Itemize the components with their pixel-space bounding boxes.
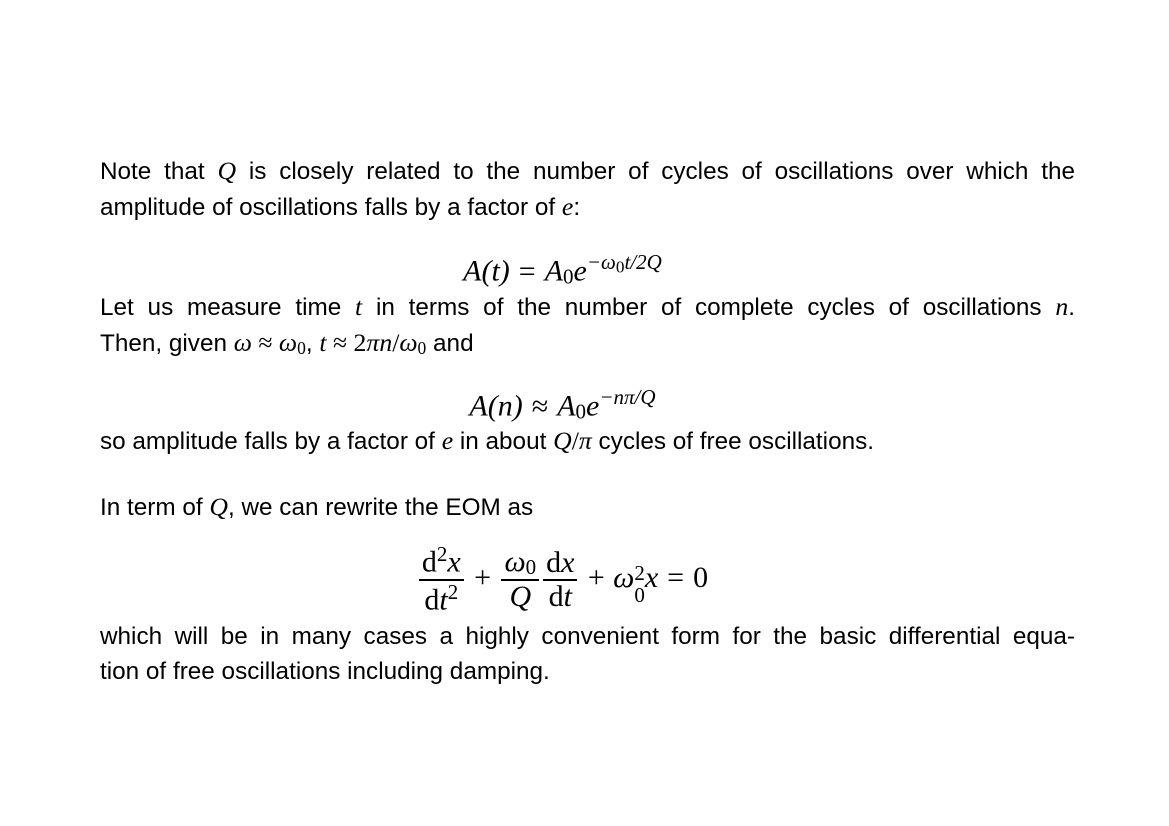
- math-number: 2: [353, 328, 367, 357]
- text-segment: which will be in many cases a highly convenient form for the basic differential equa-: [100, 623, 1075, 650]
- text-line: [100, 654, 1075, 689]
- fraction-numerator: [543, 547, 577, 581]
- paragraph-4: [100, 489, 1075, 525]
- text-segment: in terms of the number of complete cycles of oscillations: [362, 294, 1056, 321]
- fraction-denominator: [546, 581, 575, 613]
- math-symbol-e: e: [561, 192, 574, 221]
- equals-sign: =: [667, 560, 685, 594]
- text-line: [100, 325, 1075, 366]
- math-symbol-x: x: [644, 560, 659, 594]
- fraction: [543, 547, 577, 614]
- equals-sign: =: [518, 254, 536, 288]
- text-segment: Note that: [100, 158, 218, 185]
- equation-eom: [75, 543, 1050, 617]
- fraction-numerator: [501, 546, 539, 581]
- paragraph-5: [100, 619, 1075, 689]
- text-segment: In term of: [100, 494, 210, 521]
- approx-sign: ≈: [531, 389, 549, 423]
- math-d: d: [546, 545, 562, 579]
- math-d: d: [421, 545, 437, 579]
- math-symbol-omega: ω: [399, 328, 418, 357]
- text-segment: is closely related to the number of cycles of oscillations over which the: [236, 158, 1075, 185]
- paragraph-1: [100, 153, 1075, 225]
- superscript: 2: [447, 579, 459, 604]
- math-number: 0: [693, 560, 709, 594]
- approx-sign: ≈: [326, 328, 354, 357]
- sub-sup-stack: [634, 563, 645, 606]
- math-symbol-omega: ω: [613, 560, 635, 594]
- fraction-numerator: [419, 543, 464, 581]
- math-lhs: A(n): [469, 389, 523, 423]
- fraction: [501, 546, 539, 613]
- text-segment: ,: [305, 330, 320, 357]
- math-d: d: [424, 583, 440, 617]
- text-segment: .: [1068, 294, 1075, 321]
- math-symbol-t: t: [319, 328, 327, 357]
- math-symbol-a: A: [557, 389, 576, 423]
- math-symbol-e: e: [441, 426, 454, 455]
- subscript: 0: [615, 257, 625, 277]
- math-symbol-q: Q: [217, 156, 237, 185]
- text-line: [100, 153, 1075, 189]
- superscript: 2: [436, 542, 448, 566]
- fraction-denominator: [506, 581, 534, 613]
- text-line: [100, 189, 1075, 225]
- superscript: [599, 385, 655, 409]
- approx-sign: ≈: [251, 328, 279, 357]
- text-segment: and: [426, 330, 474, 357]
- text-line: [100, 619, 1075, 654]
- subscript: 0: [297, 337, 306, 358]
- fraction-denominator: [421, 581, 461, 617]
- text-segment: cycles of free oscillations.: [591, 428, 874, 455]
- text-segment: Then, given: [100, 330, 234, 357]
- subscript: 0: [417, 337, 427, 358]
- text-segment: :: [573, 194, 581, 221]
- math-symbol-omega: ω: [504, 545, 526, 579]
- superscript: [586, 250, 662, 277]
- text-segment: , we can rewrite the EOM as: [227, 494, 534, 521]
- text-segment: in about: [453, 428, 554, 455]
- math-symbol-omega: ω: [278, 328, 298, 357]
- math-symbol-x: x: [447, 545, 461, 579]
- slash: /: [571, 426, 579, 455]
- plus-sign: +: [474, 560, 492, 594]
- subscript: 0: [634, 582, 645, 607]
- superscript: 2: [634, 561, 645, 586]
- math-symbol-omega: ω: [233, 328, 252, 357]
- math-symbol-q: Q: [553, 426, 572, 455]
- text-line: [100, 489, 1075, 525]
- math-symbol-x: x: [561, 545, 575, 579]
- text-segment: so amplitude falls by a factor of: [100, 428, 442, 455]
- math-symbol-a: A: [544, 254, 564, 288]
- subscript: 0: [563, 264, 574, 289]
- slash: /: [392, 328, 400, 357]
- math-symbol-e: e: [586, 389, 600, 423]
- math-symbol-pi: π: [578, 426, 592, 455]
- paragraph-3: [100, 423, 1075, 459]
- paragraph-2: [100, 289, 1075, 366]
- text-segment: tion of free oscillations including damping.: [100, 658, 550, 685]
- text-segment: Let us measure time: [100, 294, 356, 321]
- math-exponent: −nπ/Q: [599, 385, 656, 409]
- fraction: [419, 543, 464, 617]
- math-symbol-pi-n: πn: [366, 328, 393, 357]
- subscript: 0: [525, 555, 537, 580]
- text-line: [100, 289, 1075, 325]
- plus-sign: +: [587, 560, 605, 594]
- math-symbol-e: e: [573, 254, 587, 288]
- math-symbol-t: t: [439, 583, 448, 617]
- math-lhs: A(t): [463, 254, 510, 288]
- math-exponent: t/2Q: [624, 250, 662, 274]
- math-symbol-t: t: [355, 292, 363, 321]
- math-exponent: −ω: [586, 250, 616, 274]
- math-symbol-n: n: [1055, 292, 1069, 321]
- math-symbol-q: Q: [509, 580, 532, 614]
- math-symbol-q: Q: [209, 492, 228, 521]
- subscript: 0: [575, 399, 587, 424]
- math-symbol-t: t: [563, 579, 572, 613]
- text-segment: amplitude of oscillations falls by a factor of: [100, 194, 562, 221]
- text-line: [100, 423, 1075, 459]
- math-d: d: [548, 579, 564, 613]
